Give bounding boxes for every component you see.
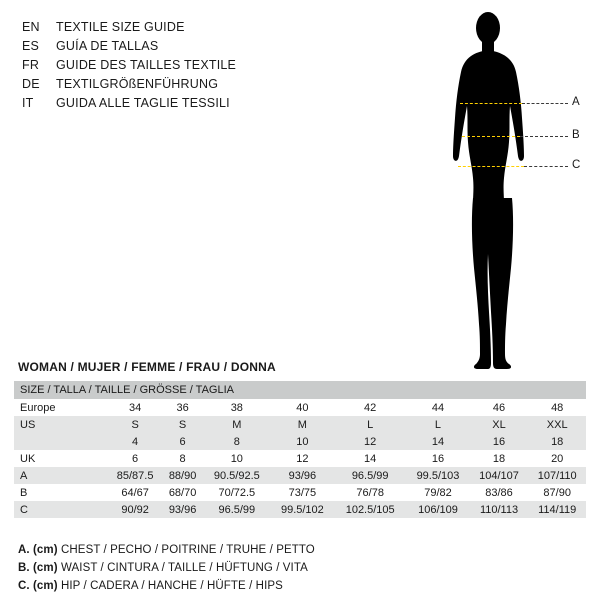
table-cell: 110/113 — [470, 501, 529, 518]
table-cell: 12 — [334, 433, 406, 450]
table-cell: 68/70 — [162, 484, 203, 501]
language-text: GUIDE DES TAILLES TEXTILE — [56, 58, 237, 72]
table-cell: 10 — [271, 433, 334, 450]
footnote-text: WAIST / CINTURA / TAILLE / HÜFTUNG / VITA — [60, 562, 308, 574]
table-header-row — [14, 381, 586, 399]
table-section-title: WOMAN / MUJER / FEMME / FRAU / DONNA — [18, 360, 276, 374]
language-code: DE — [22, 77, 40, 91]
table-cell: 93/96 — [162, 501, 203, 518]
table-cell: 8 — [203, 433, 271, 450]
table-cell: 20 — [528, 450, 586, 467]
table-cell: 99.5/103 — [406, 467, 469, 484]
table-cell: 6 — [162, 433, 203, 450]
table-cell: 107/110 — [528, 467, 586, 484]
table-cell: S — [162, 416, 203, 433]
language-row — [22, 56, 352, 75]
table-cell: 70/72.5 — [203, 484, 271, 501]
measure-line-a-body — [460, 103, 522, 104]
table-cell: 14 — [406, 433, 469, 450]
table-cell: 8 — [162, 450, 203, 467]
language-code: IT — [22, 96, 34, 110]
table-cell: 4 — [108, 433, 162, 450]
table-cell: L — [334, 416, 406, 433]
footnote-text: HIP / CADERA / HANCHE / HÜFTE / HIPS — [60, 580, 283, 592]
footnote-label: C. (cm) — [18, 580, 58, 592]
language-code: FR — [22, 58, 40, 72]
table-cell: S — [108, 416, 162, 433]
row-label: UK — [14, 450, 108, 467]
language-code: EN — [22, 20, 40, 34]
language-code: ES — [22, 39, 40, 53]
table-cell: 79/82 — [406, 484, 469, 501]
row-label — [14, 433, 108, 450]
table-cell: 104/107 — [470, 467, 529, 484]
measure-line-c-body — [458, 166, 524, 167]
table-cell: 6 — [108, 450, 162, 467]
table-cell: 99.5/102 — [271, 501, 334, 518]
table-cell: 16 — [470, 433, 529, 450]
table-cell: M — [271, 416, 334, 433]
measure-label-a: A — [572, 96, 580, 108]
table-header-label: SIZE / TALLA / TAILLE / GRÖSSE / TAGLIA — [14, 381, 586, 399]
table-cell: L — [406, 416, 469, 433]
language-row — [22, 18, 352, 37]
footnote-label: A. (cm) — [18, 544, 58, 556]
table-cell: 42 — [334, 399, 406, 416]
footnote-row — [18, 541, 578, 559]
table-cell: 106/109 — [406, 501, 469, 518]
table-cell: 34 — [108, 399, 162, 416]
table-cell: 10 — [203, 450, 271, 467]
table-cell: 44 — [406, 399, 469, 416]
row-label: C — [14, 501, 108, 518]
table-row — [14, 433, 586, 450]
measure-line-b-body — [462, 136, 520, 137]
table-cell: 93/96 — [271, 467, 334, 484]
table-cell: 14 — [334, 450, 406, 467]
silhouette-icon — [420, 6, 595, 376]
footnote-label: B. (cm) — [18, 562, 58, 574]
language-text: TEXTILE SIZE GUIDE — [56, 20, 185, 34]
table-cell: M — [203, 416, 271, 433]
row-label: A — [14, 467, 108, 484]
table-cell: 88/90 — [162, 467, 203, 484]
table-cell: 85/87.5 — [108, 467, 162, 484]
measure-line-c-extension — [524, 166, 568, 167]
table-row — [14, 484, 586, 501]
row-label: B — [14, 484, 108, 501]
language-text: GUIDA ALLE TAGLIE TESSILI — [56, 96, 230, 110]
table-cell: 96.5/99 — [334, 467, 406, 484]
footnote-row — [18, 559, 578, 577]
table-cell: 40 — [271, 399, 334, 416]
table-cell: 90/92 — [108, 501, 162, 518]
footnotes — [18, 541, 578, 595]
table-row — [14, 501, 586, 518]
table-cell: 18 — [528, 433, 586, 450]
table-cell: 83/86 — [470, 484, 529, 501]
language-row — [22, 37, 352, 56]
footnote-text: CHEST / PECHO / POITRINE / TRUHE / PETTO — [60, 544, 315, 556]
language-text: GUÍA DE TALLAS — [56, 39, 159, 53]
row-label: Europe — [14, 399, 108, 416]
table-cell: 96.5/99 — [203, 501, 271, 518]
table-cell: 46 — [470, 399, 529, 416]
table-cell: 12 — [271, 450, 334, 467]
table-cell: 76/78 — [334, 484, 406, 501]
table-cell: XXL — [528, 416, 586, 433]
table-cell: 16 — [406, 450, 469, 467]
female-silhouette-figure — [420, 6, 595, 376]
size-chart-table — [14, 381, 586, 518]
language-row — [22, 94, 352, 113]
table-cell: XL — [470, 416, 529, 433]
language-row — [22, 75, 352, 94]
measure-line-b-extension — [520, 136, 568, 137]
table-cell: 36 — [162, 399, 203, 416]
measure-label-c: C — [572, 159, 581, 171]
row-label: US — [14, 416, 108, 433]
language-list — [22, 18, 352, 113]
measure-label-b: B — [572, 129, 580, 141]
language-text: TEXTILGRÖßENFÜHRUNG — [56, 77, 219, 91]
table-cell: 73/75 — [271, 484, 334, 501]
table-row — [14, 450, 586, 467]
measure-line-a-extension — [522, 103, 568, 104]
table-cell: 87/90 — [528, 484, 586, 501]
table-row — [14, 416, 586, 433]
table-cell: 64/67 — [108, 484, 162, 501]
table-cell: 18 — [470, 450, 529, 467]
table-cell: 114/119 — [528, 501, 586, 518]
table-row — [14, 467, 586, 484]
table-cell: 90.5/92.5 — [203, 467, 271, 484]
table-cell: 38 — [203, 399, 271, 416]
table-cell: 102.5/105 — [334, 501, 406, 518]
footnote-row — [18, 577, 578, 595]
table-cell: 48 — [528, 399, 586, 416]
table-row — [14, 399, 586, 416]
